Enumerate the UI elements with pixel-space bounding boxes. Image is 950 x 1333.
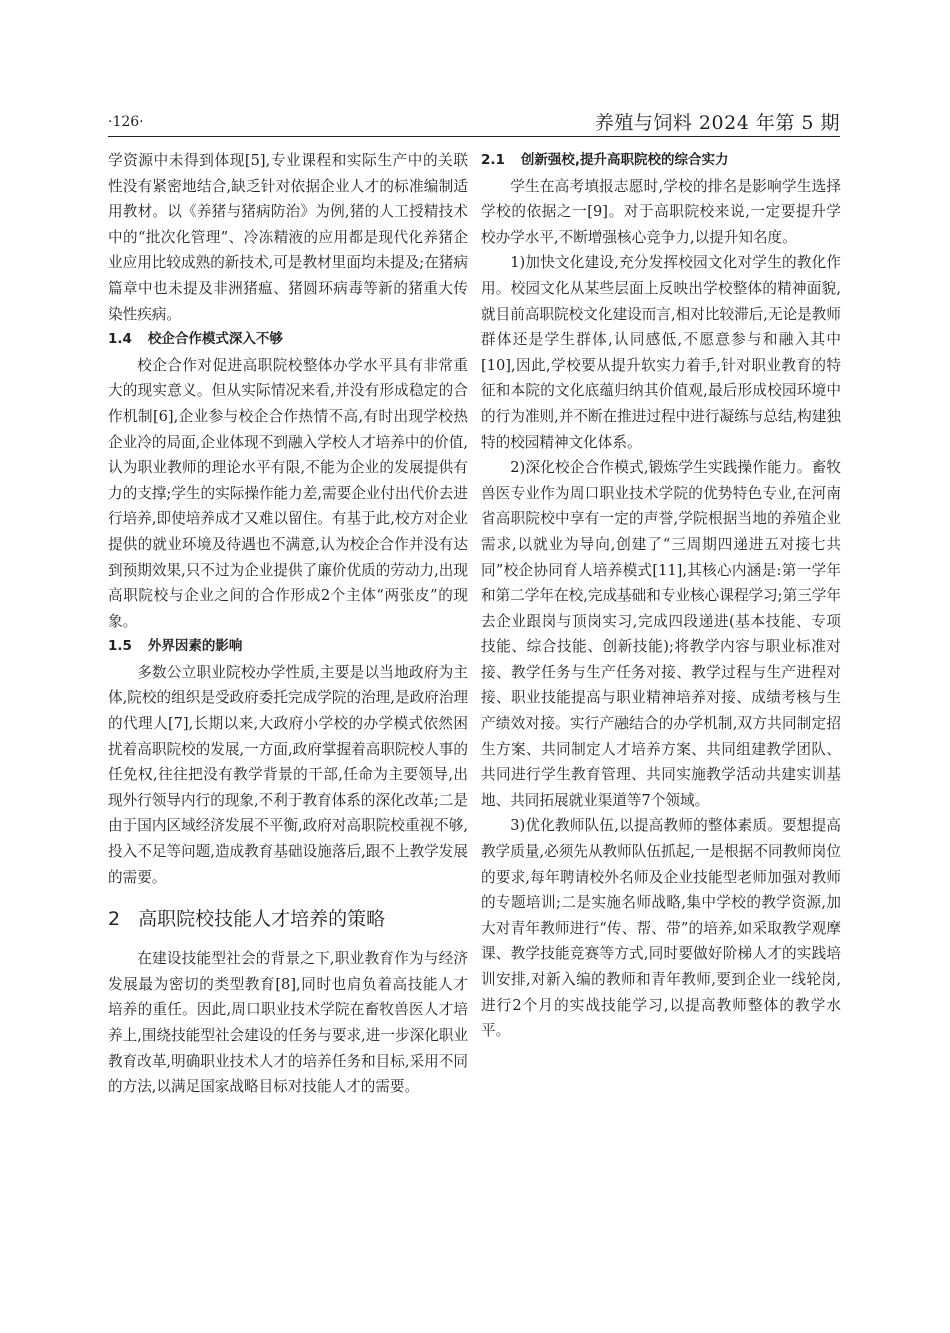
paragraph: 3)优化教师队伍,以提高教师的整体素质。要想提高教学质量,必须先从教师队伍抓起,一是根据不同教师岗位的要求,每年聘请校外名师及企业技能型老师加强对教师的专题培训;二是实施名师战略,集中学校的教学资源,加大对青年教师进行“传、帮、带”的培养,如采取教学观摩课、教学技能竞赛等方式,同时要做好阶梯人才的实践培训安排,对新入编的教师和青年教师,要到企业一线轮岗,进行2个月的实战技能学习,以提高教师整体的教学水平。 [481,817,841,1040]
paragraph: 多数公立职业院校办学性质,主要是以当地政府为主体,院校的组织是受政府委托完成学院的治理,是政府治理的代理人[7],长期以来,大政府小学校的办学模式依然困扰着高职院校的发展,一方面,政府掌握着高职院校人事的任免权,往往把没有教学背景的干部,任命为主要领导,出现外行领导内行的现象,不利于教育体系的深化改革;二是由于国内区域经济发展不平衡,政府对高职院校重视不够,投入不足等问题,造成教育基础设施落后,跟不上教学发展的需要。 [108,663,468,886]
paragraph: 校企合作对促进高职院校整体办学水平具有非常重大的现实意义。但从实际情况来看,并没有形成稳定的合作机制[6],企业参与校企合作热情不高,有时出现学校热企业冷的局面,企业体现不到融入学校人才培养中的价值,认为职业教师的理论水平有限,不能为企业的发展提供有力的支撑;学生的实际操作能力差,需要企业付出代价去进行培养,即使培养成才又难以留住。有基于此,校方对企业提供的就业环境及待遇也不满意,认为校企合作并没有达到预期效果,只不过为企业提供了廉价优质的劳动力,出现高职院校与企业之间的合作形成2个主体“两张皮”的现象。 [108,356,468,630]
running-header [108,104,840,137]
paragraph: 学生在高考填报志愿时,学校的排名是影响学生选择学校的依据之一[9]。对于高职院校来说,一定要提升学校办学水平,不断增强核心竞争力,以提升知名度。 [481,177,841,246]
section-title: 校企合作模式深入不够 [147,331,283,348]
right-column [481,148,841,1044]
section-title: 创新强校,提升高职院校的综合实力 [520,152,729,168]
paragraph: 2)深化校企合作模式,锻炼学生实践操作能力。畜牧兽医专业作为周口职业技术学院的优势特色专业,在河南省高职院校中享有一定的声誉,学院根据当地的养殖企业需求,以就业为导向,创建了“三周期四递进五对接七共同”校企协同育人培养模式[11],其核心内涵是:第一学年和第二学年在校,完成基础和专业核心课程学习;第三学年去企业跟岗与顶岗实习,完成四段递进(基本技能、专项技能、综合技能、创新技能);将教学内容与职业标准对接、教学任务与生产任务对接、教学过程与生产进程对接、职业技能提高与职业精神培养对接、成绩考核与生产绩效对接。实行产融结合的办学机制,双方共同制定招生方案、共同制定人才培养方案、共同组建教学团队、共同进行学生教育管理、共同实施教学活动共建实训基地、共同拓展就业渠道等7个领域。 [481,459,841,809]
section-title: 高职院校技能人才培养的策略 [138,908,386,931]
section-number: 1.4 [108,331,132,348]
section-heading-1-5 [108,634,468,660]
section-heading-1-4 [108,327,468,353]
paragraph: 在建设技能型社会的背景之下,职业教育作为与经济发展最为密切的类型教育[8],同时也肩负着高技能人才培养的重任。因此,周口职业技术学院在畜牧兽医人才培养上,围绕技能型社会建设的任务与要求,进一步深化职业教育改革,明确职业技术人才的培养任务和目标,采用不同的方法,以满足国家战略目标对技能人才的需要。 [108,950,468,1096]
section-number: 1.5 [108,638,132,655]
paragraph: 1)加快文化建设,充分发挥校园文化对学生的教化作用。校园文化从某些层面上反映出学校整体的精神面貌,就目前高职院校文化建设而言,相对比较滞后,无论是教师群体还是学生群体,认同感低,不愿意参与和融入其中[10],因此,学校要从提升软实力着手,针对职业教育的特征和本院的文化底蕴归纳其价值观,最后形成校园环境中的行为准则,并不断在推进过程中进行凝练与总结,构建独特的校园精神文化体系。 [481,254,841,451]
section-title: 外界因素的影响 [147,638,243,655]
section-heading-2 [108,904,468,934]
journal-title: 养殖与饲料 2024 年第 5 期 [594,112,840,134]
paragraph: 学资源中未得到体现[5],专业课程和实际生产中的关联性没有紧密地结合,缺乏针对依据企业人才的标准编制适用教材。以《养猪与猪病防治》为例,猪的人工授精技术中的“批次化管理”、冷冻精液的应用都是现代化养猪企业应用比较成熟的新技术,可是教材里面均未提及;在猪病篇章中也未提及非洲猪瘟、猪圆环病毒等新的猪重大传染性疾病。 [108,152,468,323]
section-number: 2 [108,908,121,931]
left-column [108,148,468,1100]
section-number: 2.1 [481,152,505,168]
section-heading-2-1 [481,148,841,174]
page-number: ·126· [108,114,144,130]
